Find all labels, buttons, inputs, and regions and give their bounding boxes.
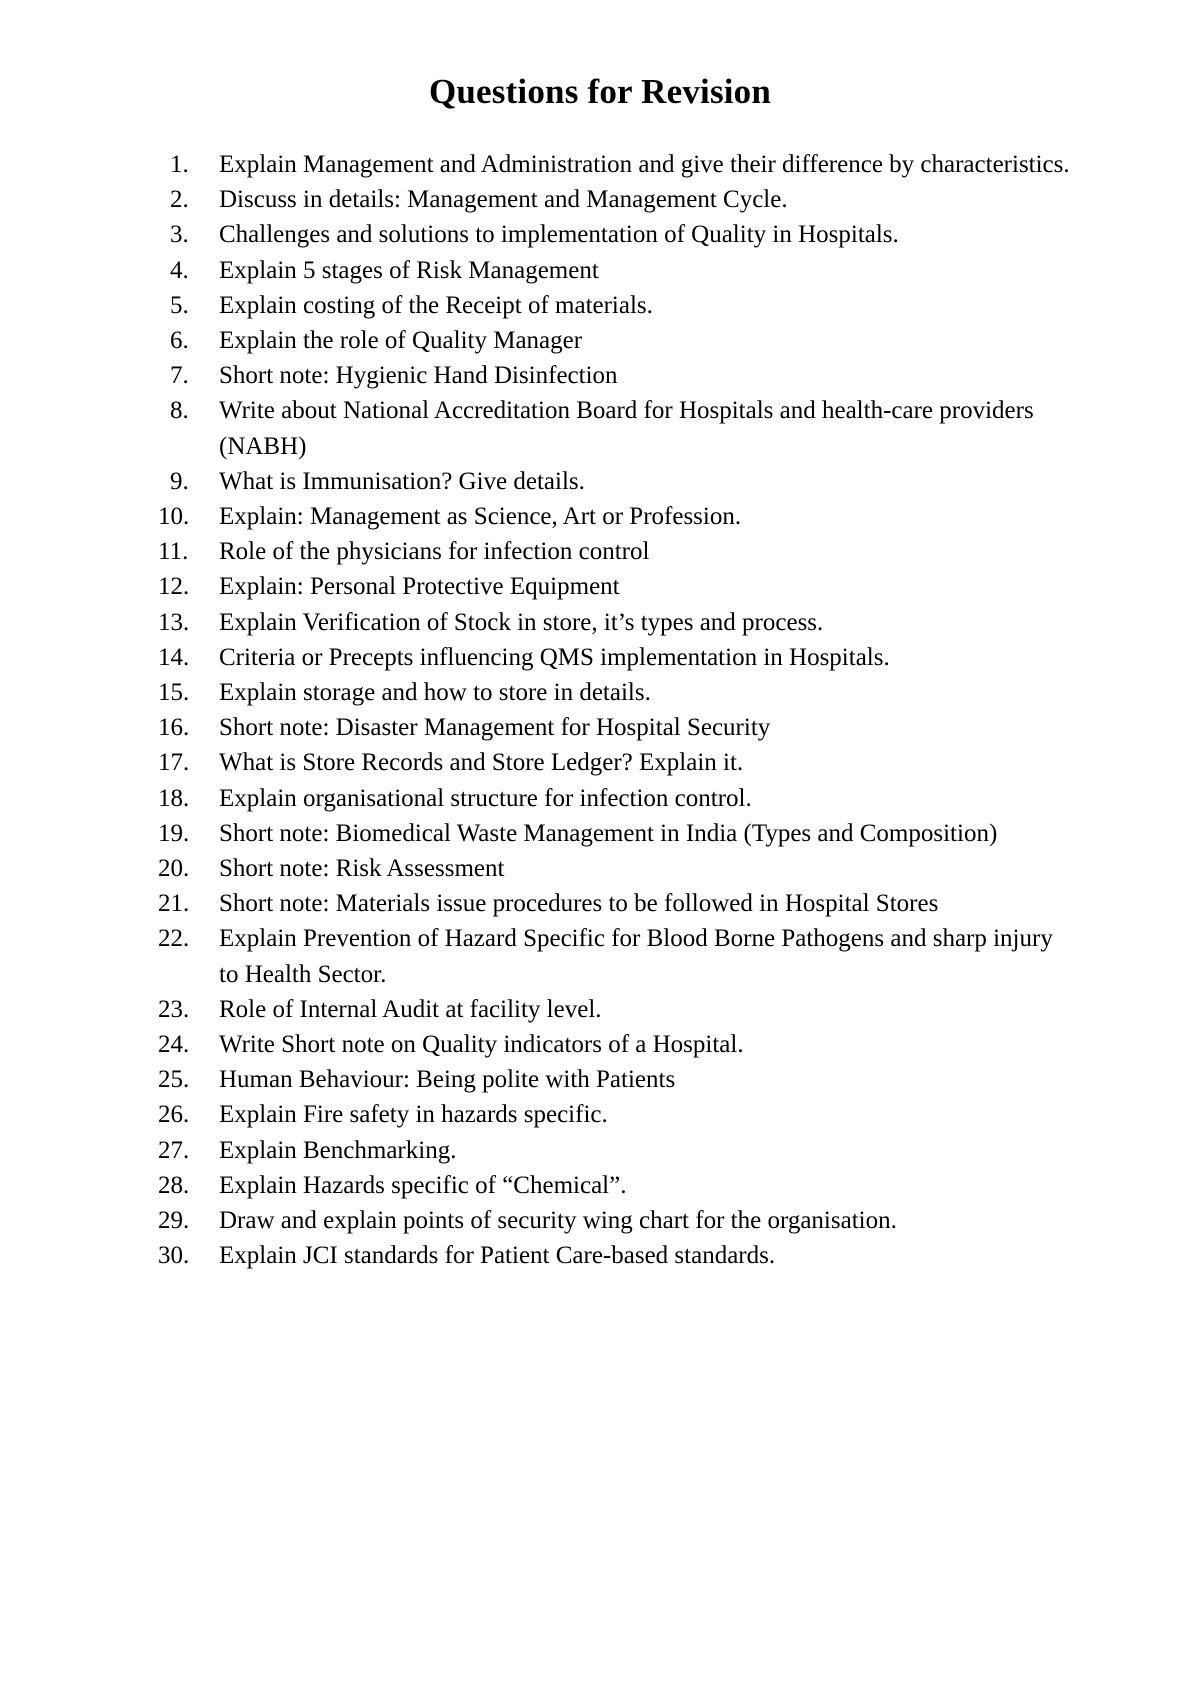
question-number: 9. — [170, 467, 189, 495]
question-number: 16. — [158, 714, 190, 742]
question-number: 4. — [170, 256, 189, 284]
question-number: 21. — [158, 890, 190, 918]
list-item — [158, 1097, 1070, 1132]
question-number: 11. — [158, 538, 189, 566]
question-text: Discuss in details: Management and Management Cycle. — [219, 186, 788, 214]
question-number: 27. — [158, 1136, 190, 1164]
question-text: Explain: Personal Protective Equipment — [219, 573, 620, 601]
question-number: 14. — [158, 643, 190, 671]
questions-list — [158, 147, 1070, 1274]
list-item — [170, 182, 1070, 217]
list-item — [158, 745, 1070, 780]
question-number: 20. — [158, 855, 190, 883]
question-text: Explain organisational structure for infection control. — [219, 784, 752, 812]
question-number: 26. — [158, 1101, 190, 1129]
question-number: 6. — [170, 327, 189, 355]
list-item — [158, 605, 1070, 640]
question-text: Explain JCI standards for Patient Care-based standards. — [219, 1242, 776, 1270]
question-number: 13. — [158, 608, 190, 636]
question-text: Role of Internal Audit at facility level. — [219, 995, 602, 1023]
list-item — [170, 464, 1070, 499]
list-item — [170, 288, 1070, 323]
list-item — [158, 499, 1070, 534]
question-text: Explain 5 stages of Risk Management — [219, 256, 599, 284]
question-number: 23. — [158, 995, 190, 1023]
question-text: Role of the physicians for infection control — [219, 538, 650, 566]
list-item — [170, 217, 1070, 252]
list-item — [158, 1027, 1070, 1062]
list-item — [158, 886, 1070, 921]
question-text: Draw and explain points of security wing chart for the organisation. — [219, 1207, 897, 1235]
question-number: 3. — [170, 221, 189, 249]
list-item — [158, 781, 1070, 816]
list-item — [158, 921, 1070, 991]
list-item — [158, 1062, 1070, 1097]
question-number: 25. — [158, 1066, 190, 1094]
question-text: Explain costing of the Receipt of materials. — [219, 291, 653, 319]
question-number: 30. — [158, 1242, 190, 1270]
list-item — [170, 323, 1070, 358]
question-number: 5. — [170, 291, 189, 319]
list-item — [158, 534, 1070, 569]
list-item — [158, 1168, 1070, 1203]
question-text: Explain Management and Administration and give their difference by characteristics. — [219, 151, 1070, 178]
question-text: Challenges and solutions to implementation of Quality in Hospitals. — [219, 221, 899, 249]
question-text: Explain Fire safety in hazards specific. — [219, 1101, 608, 1129]
question-number: 15. — [158, 679, 190, 707]
question-number: 7. — [170, 362, 189, 390]
list-item — [158, 569, 1070, 604]
question-text: Write about National Accreditation Board for Hospitals and health-care providers (NABH) — [219, 397, 1034, 460]
question-number: 22. — [158, 925, 190, 953]
question-text: Short note: Risk Assessment — [219, 855, 505, 883]
question-number: 1. — [170, 151, 189, 178]
question-text: Short note: Biomedical Waste Management in India (Types and Composition) — [219, 819, 998, 847]
question-text: Explain Prevention of Hazard Specific for Blood Borne Pathogens and sharp injury to Health Sector. — [219, 925, 1053, 988]
list-item — [158, 640, 1070, 675]
list-item — [158, 1133, 1070, 1168]
list-item — [158, 816, 1070, 851]
list-item — [158, 710, 1070, 745]
question-text: Explain Verification of Stock in store, it’s types and process. — [219, 608, 824, 636]
question-number: 8. — [170, 397, 189, 425]
list-item — [158, 851, 1070, 886]
question-number: 19. — [158, 819, 190, 847]
question-text: Explain the role of Quality Manager — [219, 327, 583, 355]
question-number: 2. — [170, 186, 189, 214]
question-text: Explain storage and how to store in details. — [219, 679, 651, 707]
question-text: What is Store Records and Store Ledger? Explain it. — [219, 749, 744, 777]
page-title: Questions for Revision — [428, 72, 772, 111]
question-text: Human Behaviour: Being polite with Patients — [219, 1066, 676, 1094]
question-number: 17. — [158, 749, 190, 777]
question-text: Criteria or Precepts influencing QMS implementation in Hospitals. — [219, 643, 890, 671]
list-item — [170, 147, 1070, 182]
question-number: 10. — [158, 503, 190, 531]
question-text: Short note: Disaster Management for Hospital Security — [219, 714, 771, 742]
question-number: 18. — [158, 784, 190, 812]
list-item — [170, 358, 1070, 393]
question-text: Write Short note on Quality indicators of a Hospital. — [219, 1031, 744, 1059]
question-number: 29. — [158, 1207, 190, 1235]
list-item — [158, 1238, 1070, 1273]
question-number: 12. — [158, 573, 190, 601]
list-item — [158, 1203, 1070, 1238]
question-number: 28. — [158, 1171, 190, 1199]
question-text: Explain Hazards specific of “Chemical”. — [219, 1171, 627, 1199]
question-text: Short note: Materials issue procedures to be followed in Hospital Stores — [219, 890, 939, 918]
question-text: What is Immunisation? Give details. — [219, 467, 585, 495]
question-text: Short note: Hygienic Hand Disinfection — [219, 362, 618, 390]
question-text: Explain Benchmarking. — [219, 1136, 457, 1164]
list-item — [158, 992, 1070, 1027]
list-item — [170, 393, 1070, 463]
list-item — [158, 675, 1070, 710]
list-item — [170, 253, 1070, 288]
question-number: 24. — [158, 1031, 190, 1059]
question-text: Explain: Management as Science, Art or Profession. — [219, 503, 742, 531]
